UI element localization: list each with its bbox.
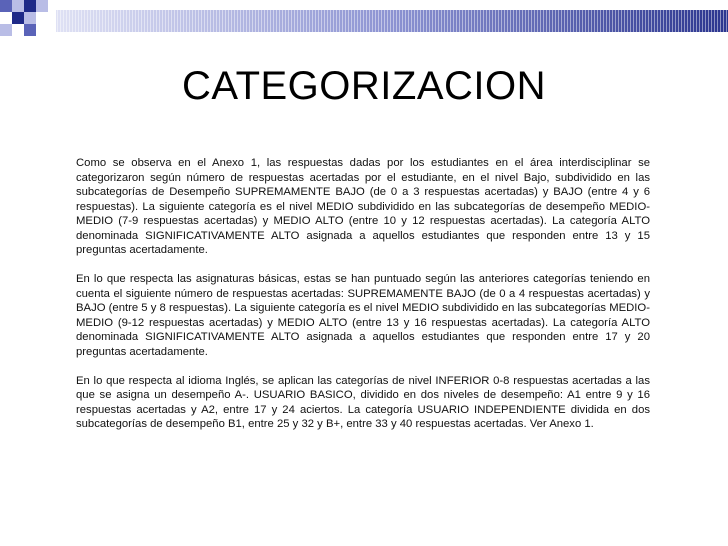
paragraph-ingles: En lo que respecta al idioma Inglés, se aplican las categorías de nivel INFERIOR 0-8 respuestas acertadas a las que se asigna un desempeño A-. USUARIO BASICO, dividido en dos niveles de desempeño: A1 entre 9 y 16 respuestas acertadas y A2, entre 17 y 24 aciertos. La categoría USUARIO INDEPENDIENTE dividida en dos subcategorías de desempeño B1, entre 25 y 32 y B+, entre 33 y 40 respuestas acertadas. Ver Anexo 1. bbox=[76, 374, 650, 430]
deco-square bbox=[12, 12, 24, 24]
header-decoration bbox=[0, 0, 728, 40]
slide-title: CATEGORIZACION bbox=[181, 64, 547, 108]
deco-square bbox=[12, 0, 24, 12]
deco-square bbox=[24, 24, 36, 36]
header-stripe-overlay bbox=[56, 10, 728, 32]
deco-square bbox=[24, 12, 36, 24]
deco-square bbox=[0, 24, 12, 36]
deco-square bbox=[24, 0, 36, 12]
deco-square bbox=[36, 0, 48, 12]
deco-square bbox=[0, 0, 12, 12]
paragraph-asignaturas-basicas: En lo que respecta las asignaturas básicas, estas se han puntuado según las anteriores categorías teniendo en cuenta el siguiente número de respuestas acertadas: SUPREMAMENTE BAJO (de 0 a 4 respuestas acertadas) y BAJO (entre 5 y 8 respuestas). La siguiente categoría es el nivel MEDIO subdividido en las subcategorías MEDIO-MEDIO (9-12 respuestas acertadas) y MEDIO ALTO (entre 13 y 16 respuestas acertadas). La categoría ALTO denominada SIGNIFICATIVAMENTE ALTO asignada a aquellos estudiantes que responden entre 17 y 20 preguntas acertadamente. bbox=[76, 273, 650, 358]
document-body bbox=[76, 156, 650, 446]
paragraph-interdisciplinar: Como se observa en el Anexo 1, las respuestas dadas por los estudiantes en el área interdisciplinar se categorizaron según número de respuestas acertadas por el estudiante, en el nivel Bajo, subdividido en las subcategorías de Desempeño SUPREMAMENTE BAJO (de 0 a 3 respuestas acertadas) y BAJO (entre 4 y 6 respuestas). La siguiente categoría es el nivel MEDIO subdividido en las subcategorías de desempeño MEDIO-MEDIO (7-9 respuestas acertadas) y MEDIO ALTO (entre 10 y 12 respuestas acertadas). La categoría ALTO denominada SIGNIFICATIVAMENTE ALTO asignada a aquellos estudiantes que responden entre 13 y 15 preguntas acertadamente. bbox=[76, 157, 650, 256]
